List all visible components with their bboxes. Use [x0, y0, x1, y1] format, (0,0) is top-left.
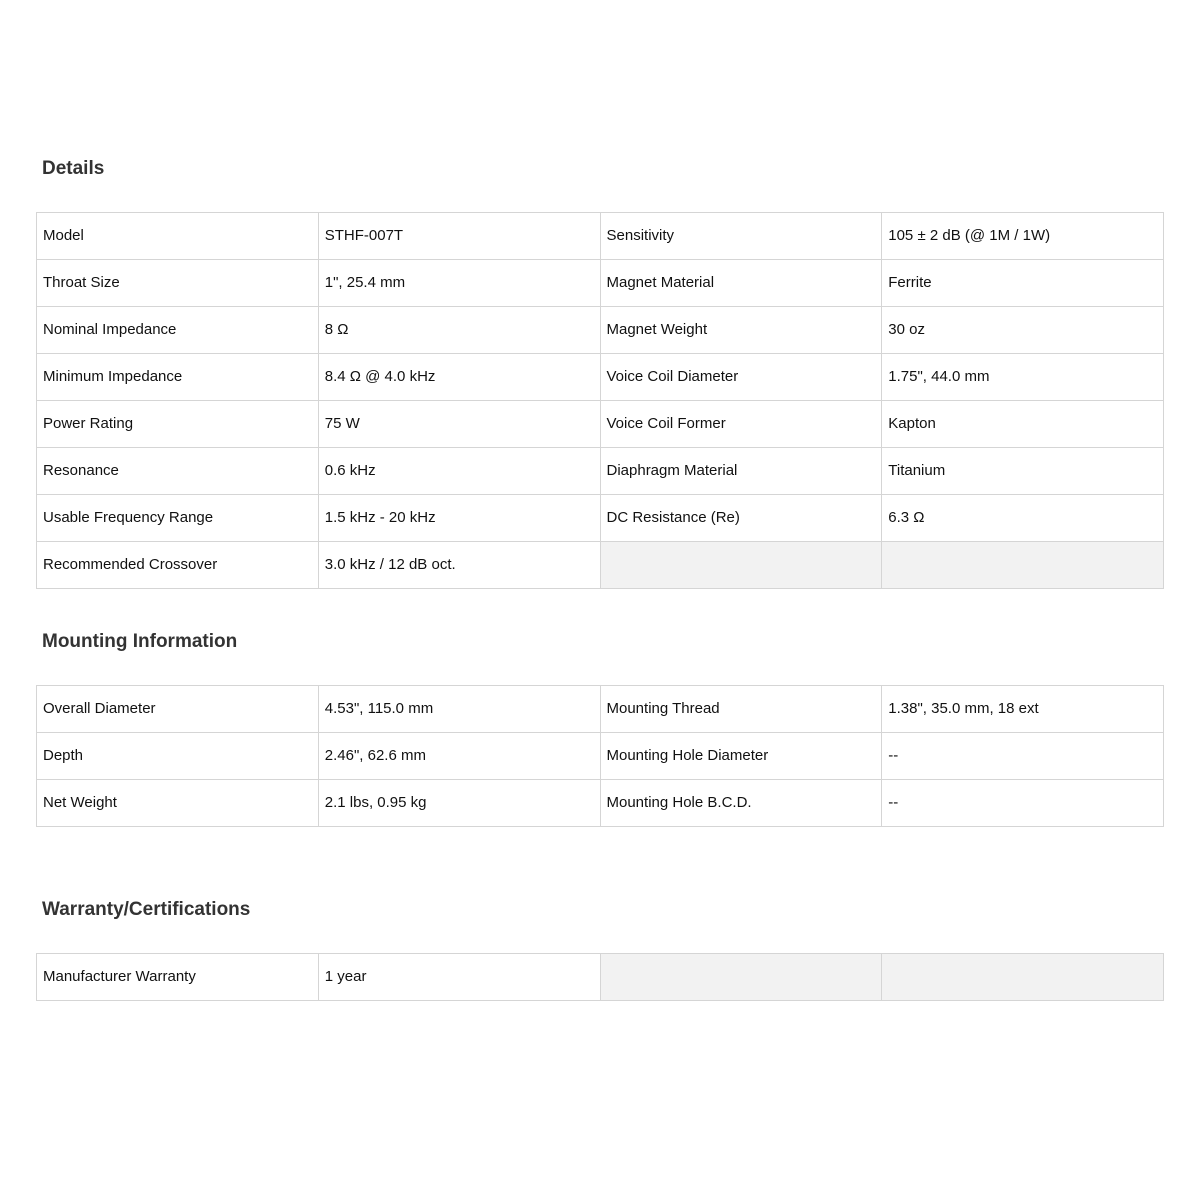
- section-title: Warranty/Certifications: [42, 899, 251, 920]
- spec-label-cell: [600, 954, 882, 1001]
- spec-row: [37, 448, 1164, 495]
- spec-label-cell: Throat Size: [37, 260, 319, 307]
- spec-value-cell: Ferrite: [882, 260, 1164, 307]
- spec-value-cell: 2.1 lbs, 0.95 kg: [318, 780, 600, 827]
- spec-label-cell: Manufacturer Warranty: [37, 954, 319, 1001]
- spec-table: [36, 212, 1164, 589]
- spec-label-cell: Depth: [37, 733, 319, 780]
- spec-label-cell: Usable Frequency Range: [37, 495, 319, 542]
- spec-value-cell: 1", 25.4 mm: [318, 260, 600, 307]
- spec-value-cell: 1.38", 35.0 mm, 18 ext: [882, 686, 1164, 733]
- spec-value-cell: --: [882, 733, 1164, 780]
- spec-value-cell: 4.53", 115.0 mm: [318, 686, 600, 733]
- spec-label-cell: Mounting Thread: [600, 686, 882, 733]
- spec-value-cell: 8.4 Ω @ 4.0 kHz: [318, 354, 600, 401]
- spec-row: [37, 780, 1164, 827]
- spec-label-cell: Recommended Crossover: [37, 542, 319, 589]
- spec-section: [36, 899, 1164, 1001]
- spec-label-cell: Magnet Weight: [600, 307, 882, 354]
- spec-value-cell: 75 W: [318, 401, 600, 448]
- spec-value-cell: 105 ± 2 dB (@ 1M / 1W): [882, 213, 1164, 260]
- spec-label-cell: Voice Coil Diameter: [600, 354, 882, 401]
- spec-sections: [36, 158, 1164, 1001]
- spec-value-cell: Titanium: [882, 448, 1164, 495]
- spec-section: [36, 631, 1164, 827]
- spec-value-cell: 3.0 kHz / 12 dB oct.: [318, 542, 600, 589]
- spec-value-cell: [882, 542, 1164, 589]
- spec-label-cell: Model: [37, 213, 319, 260]
- spec-row: [37, 260, 1164, 307]
- spec-row: [37, 954, 1164, 1001]
- spec-label-cell: Sensitivity: [600, 213, 882, 260]
- spec-value-cell: STHF-007T: [318, 213, 600, 260]
- spec-section: [36, 158, 1164, 589]
- spec-value-cell: 1.5 kHz - 20 kHz: [318, 495, 600, 542]
- spec-value-cell: 1 year: [318, 954, 600, 1001]
- spec-value-cell: 2.46", 62.6 mm: [318, 733, 600, 780]
- spec-value-cell: 1.75", 44.0 mm: [882, 354, 1164, 401]
- spec-label-cell: Nominal Impedance: [37, 307, 319, 354]
- spec-label-cell: Overall Diameter: [37, 686, 319, 733]
- spec-label-cell: Magnet Material: [600, 260, 882, 307]
- spec-value-cell: 8 Ω: [318, 307, 600, 354]
- spec-label-cell: Net Weight: [37, 780, 319, 827]
- section-title: Details: [42, 158, 105, 179]
- section-title: Mounting Information: [42, 631, 238, 652]
- spec-row: [37, 213, 1164, 260]
- spec-row: [37, 354, 1164, 401]
- spec-value-cell: --: [882, 780, 1164, 827]
- spec-label-cell: [600, 542, 882, 589]
- spec-row: [37, 686, 1164, 733]
- spec-row: [37, 495, 1164, 542]
- spec-label-cell: Mounting Hole B.C.D.: [600, 780, 882, 827]
- spec-value-cell: 0.6 kHz: [318, 448, 600, 495]
- spec-row: [37, 401, 1164, 448]
- spec-row: [37, 733, 1164, 780]
- spec-label-cell: Resonance: [37, 448, 319, 495]
- spec-value-cell: Kapton: [882, 401, 1164, 448]
- spec-label-cell: Mounting Hole Diameter: [600, 733, 882, 780]
- spec-value-cell: 30 oz: [882, 307, 1164, 354]
- spec-value-cell: [882, 954, 1164, 1001]
- spec-table: [36, 685, 1164, 827]
- spec-label-cell: Voice Coil Former: [600, 401, 882, 448]
- spec-label-cell: Minimum Impedance: [37, 354, 319, 401]
- spec-row: [37, 307, 1164, 354]
- spec-label-cell: DC Resistance (Re): [600, 495, 882, 542]
- spec-row: [37, 542, 1164, 589]
- spec-label-cell: Diaphragm Material: [600, 448, 882, 495]
- spec-value-cell: 6.3 Ω: [882, 495, 1164, 542]
- spec-table: [36, 953, 1164, 1001]
- spec-label-cell: Power Rating: [37, 401, 319, 448]
